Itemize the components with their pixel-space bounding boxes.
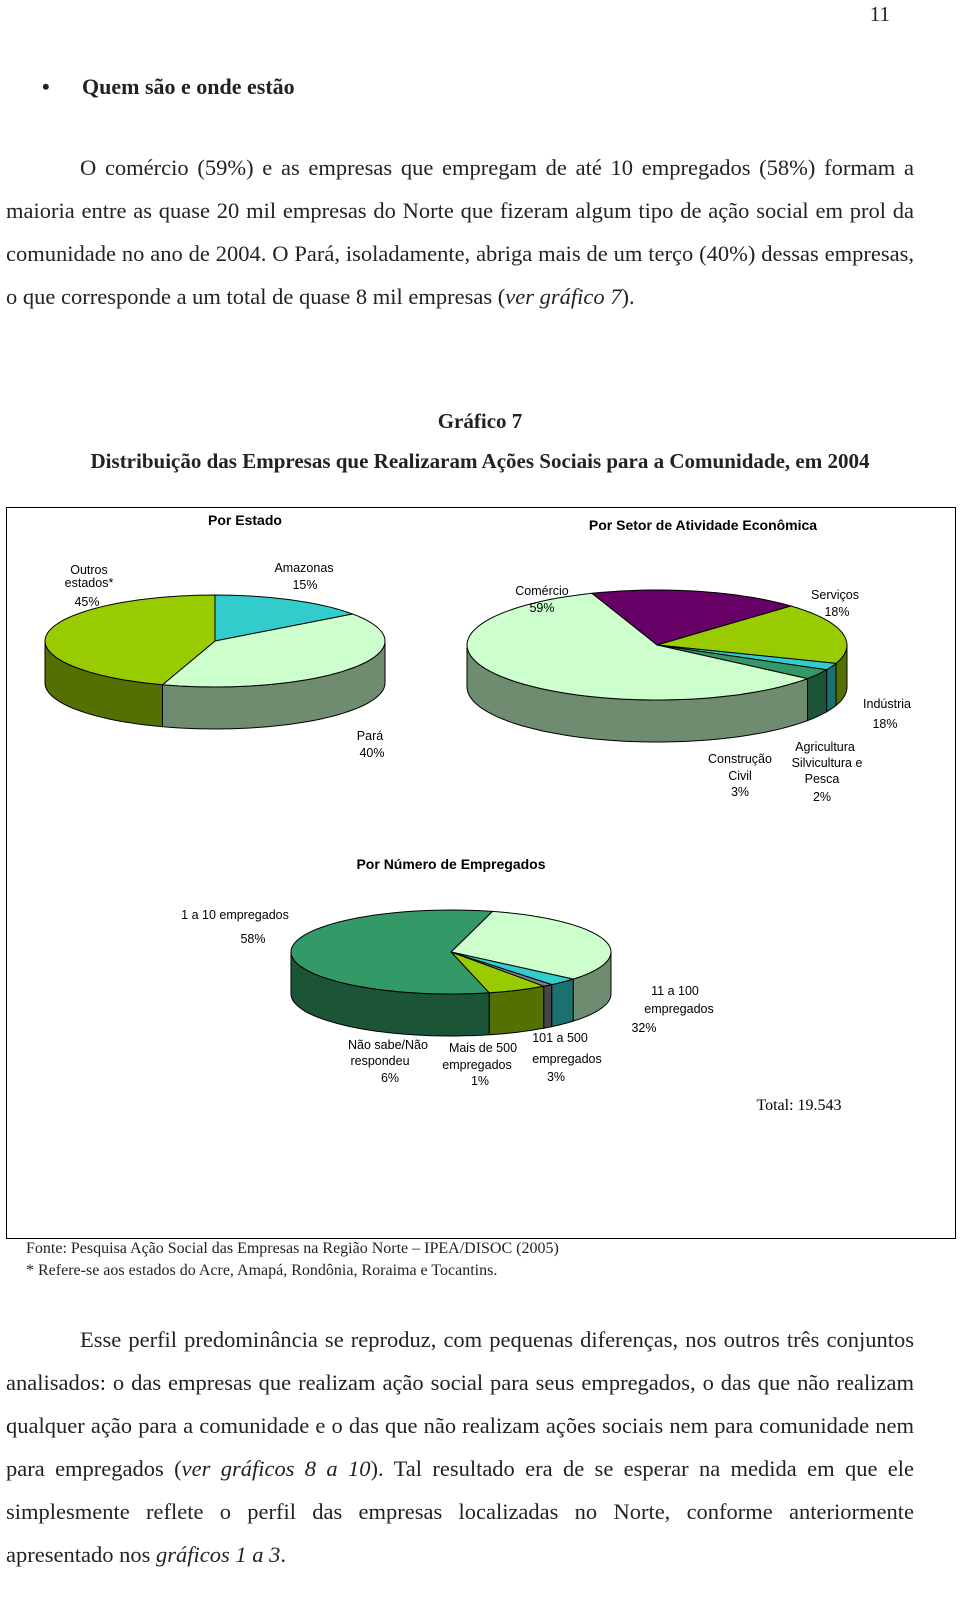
- closing-text: Esse perfil predominância se reproduz, com pequenas diferenças, nos outros três conjuntos analisados: o das empresas que realizam ação social para seus empregados, o das que não realizam qualquer ação para a comunidade e o das que não realizam ações sociais nem para comunidade nem para empregados (: [6, 1327, 914, 1481]
- closing-mid: ). Tal resultado era de se esperar na medida em que ele simplesmente reflete o perfil das empresas localizadas no Norte, conforme anteriormente apresentado nos: [6, 1456, 915, 1567]
- value-construcao: 3%: [730, 785, 750, 799]
- label-mais-de-500: [442, 1041, 517, 1072]
- intro-end: ).: [621, 284, 635, 309]
- label-comercio: Comércio: [515, 584, 569, 598]
- pie-charts-svg: [7, 508, 957, 1240]
- label-11-a-100: [644, 984, 714, 1016]
- chart-title-setor: Por Setor de Atividade Econômica: [588, 517, 818, 533]
- value-servicos: 18%: [824, 605, 850, 619]
- label-amazonas: Amazonas: [274, 561, 334, 575]
- pie2-side-1: [552, 979, 574, 1027]
- label-outros-line1: Outros: [70, 563, 108, 577]
- chart-frame: [6, 507, 956, 1239]
- source-note: Fonte: Pesquisa Ação Social das Empresas na Região Norte – IPEA/DISOC (2005): [26, 1240, 559, 1257]
- label-construcao-line1: Construção: [708, 752, 772, 766]
- label-outros-estados: [65, 563, 114, 590]
- label-industria: Indústria: [863, 697, 911, 711]
- label-outros-line2: estados*: [64, 576, 114, 590]
- chart-total: Total: 19.543: [756, 1097, 842, 1114]
- label-agricultura: [792, 740, 863, 786]
- section-heading-text: Quem são e onde estão: [82, 74, 295, 99]
- label-agricultura-line2: Silvicultura e: [791, 756, 863, 770]
- closing-end: .: [280, 1542, 286, 1567]
- label-construcao-line2: Civil: [728, 769, 752, 783]
- value-1-a-10: 58%: [240, 932, 266, 946]
- pie2-side-3: [489, 986, 544, 1035]
- chart-title-empregados: Por Número de Empregados: [356, 856, 546, 872]
- label-mais-de-500-line1: Mais de 500: [448, 1041, 518, 1055]
- intro-paragraph: [6, 146, 914, 318]
- value-11-a-100: 32%: [631, 1021, 657, 1035]
- label-101-a-500-line1: 101 a 500: [532, 1031, 588, 1045]
- label-mais-de-500-line2: empregados: [442, 1058, 512, 1072]
- label-nao-sabe: [348, 1038, 428, 1068]
- value-mais-de-500: 1%: [470, 1074, 490, 1088]
- value-para: 40%: [359, 746, 385, 760]
- label-nao-sabe-line1: Não sabe/Não: [348, 1038, 428, 1052]
- label-11-a-100-line1: 11 a 100: [651, 984, 699, 998]
- pie1-side-2: [827, 663, 836, 711]
- value-agricultura: 2%: [812, 790, 832, 804]
- value-outros-estados: 45%: [74, 595, 100, 609]
- intro-chart-ref: ver gráfico 7: [505, 284, 622, 309]
- value-nao-sabe: 6%: [380, 1071, 400, 1085]
- pie2-side-2: [544, 985, 552, 1029]
- closing-ref-8-10: ver gráficos 8 a 10: [181, 1456, 371, 1481]
- closing-ref-1-3: gráficos 1 a 3: [155, 1542, 281, 1567]
- label-101-a-500: [532, 1031, 602, 1066]
- chart-title-estado: Por Estado: [208, 512, 282, 528]
- label-construcao: [708, 752, 772, 783]
- value-101-a-500: 3%: [546, 1070, 566, 1084]
- bullet-icon: •: [42, 74, 50, 99]
- label-agricultura-line1: Agricultura: [795, 740, 855, 754]
- value-industria: 18%: [872, 717, 898, 731]
- label-101-a-500-line2: empregados: [532, 1052, 602, 1066]
- label-servicos: Serviços: [811, 588, 859, 602]
- label-11-a-100-line2: empregados: [644, 1002, 714, 1016]
- label-para: Pará: [356, 729, 384, 743]
- closing-paragraph: [6, 1318, 914, 1576]
- figure-title: Gráfico 7: [437, 409, 523, 433]
- value-comercio: 59%: [529, 601, 555, 615]
- intro-text: O comércio (59%) e as empresas que empregam de até 10 empregados (58%) formam a maioria entre as quase 20 mil empresas do Norte que fizeram algum tipo de ação social em prol da comunidade no ano de 2004. O Pará, isoladamente, abriga mais de um terço (40%) dessas empresas, o que corresponde a um total de quase 8 mil empresas (: [6, 155, 914, 309]
- footnote: * Refere-se aos estados do Acre, Amapá, Rondônia, Roraima e Tocantins.: [26, 1262, 498, 1279]
- page-number: 11: [869, 2, 890, 26]
- figure-subtitle: Distribuição das Empresas que Realizaram Ações Sociais para a Comunidade, em 2004: [90, 449, 870, 473]
- label-agricultura-line3: Pesca: [804, 772, 840, 786]
- value-amazonas: 15%: [292, 578, 318, 592]
- label-1-a-10: 1 a 10 empregados: [181, 908, 289, 922]
- label-nao-sabe-line2: respondeu: [350, 1054, 410, 1068]
